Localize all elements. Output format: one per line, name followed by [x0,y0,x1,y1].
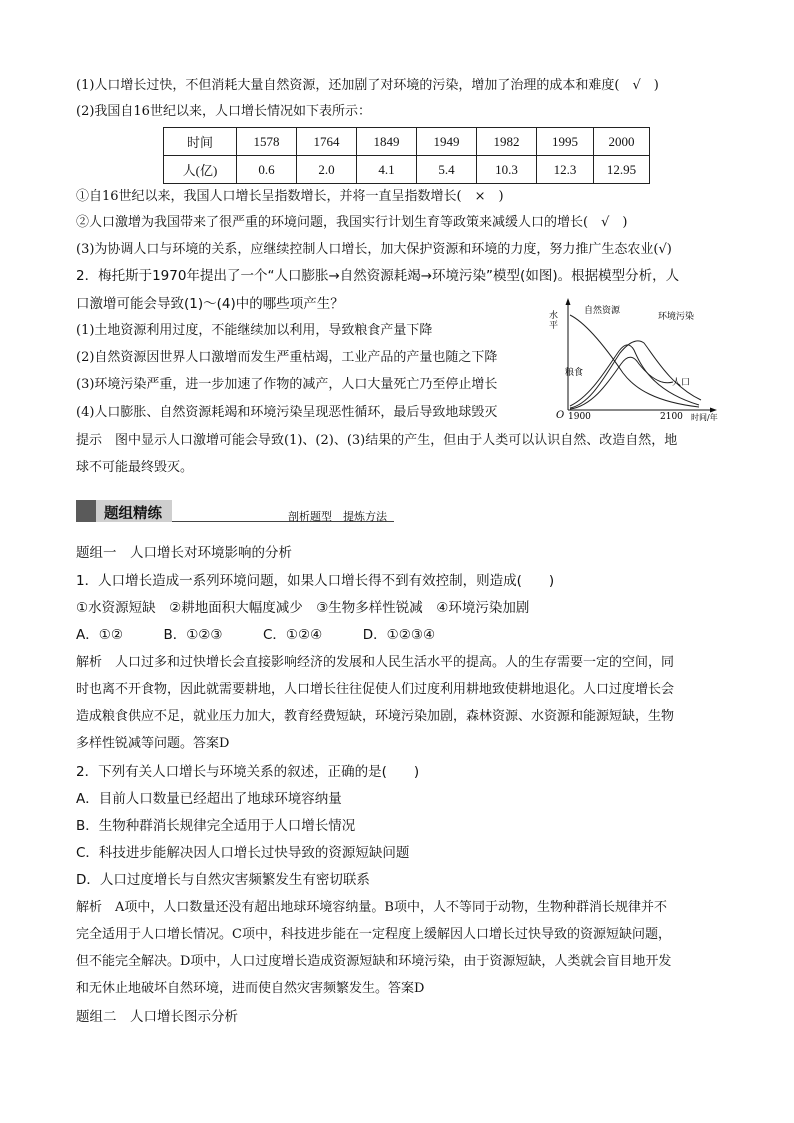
analysis-2-line-4: 和无休止地破坏自然环境，进而使自然灾害频繁发生。答案D [76,981,425,996]
analysis-1-line-4: 多样性锐减等问题。答案D [76,736,230,751]
table-cell: 4.1 [357,156,417,184]
origin-label: O [556,410,565,421]
item-1: (1)土地资源利用过度，不能继续加以利用，导致粮食产量下降 [76,323,433,338]
hint-line-2: 球不可能最终毁灭。 [76,460,194,475]
table-header-label: 时间 [164,128,237,156]
table-cell: 1982 [477,128,537,156]
metos-model-figure [541,296,741,424]
y-axis-arrow [566,298,571,305]
banner-subtitle: 剖析题型 提炼方法 [288,510,387,523]
item-3: (3)环境污染严重，进一步加速了作物的减产，人口大量死亡乃至停止增长 [76,377,498,392]
statement-5: (3)为协调人口与环境的关系，应继续控制人口增长，加大保护资源和环境的力度，努力推广生态农业(√) [76,242,672,257]
x-tick-label: 1900 [568,412,591,422]
table-cell: 12.95 [594,156,650,184]
question-1-choices: A．①② B．①②③ C．①②④ D．①②③④ [76,627,436,643]
x-axis-label: 时间/年 [691,413,718,422]
question-1-stem: 1．人口增长造成一系列环境问题，如果人口增长得不到有效控制，则造成( ) [76,573,555,589]
banner-square [76,500,96,522]
natural-resources-label: 自然资源 [584,306,621,316]
population-label: 人口 [672,378,691,388]
table-row [164,128,650,156]
banner-title: 题组精练 [104,506,162,522]
analysis-2-line-2: 完全适用于人口增长情况。C项中，科技进步能在一定程度上缓解因人口增长过快导致的资源短缺问题， [76,927,671,942]
y-axis-label-char: 水 [549,311,559,321]
analysis-1-line-1: 解析 人口过多和过快增长会直接影响经济的发展和人民生活水平的提高。人的生存需要一定的空间，同 [76,655,675,670]
analysis-2-line-1: 解析 A项中，人口数量还没有超出地球环境容纳量。B项中，人不等同于动物，生物种群消长规律并不 [76,900,667,915]
table-cell: 2.0 [297,156,357,184]
item-4: (4)人口膨胀、自然资源耗竭和环境污染呈现恶性循环，最后导致地球毁灭 [76,405,498,420]
statement-2: (2)我国自16世纪以来，人口增长情况如下表所示： [76,104,371,119]
table-cell: 0.6 [237,156,297,184]
group-2-heading: 题组二 人口增长图示分析 [76,1009,238,1025]
food-label: 粮食 [565,368,584,378]
table-cell: 1949 [417,128,477,156]
table-row-label: 人(亿) [164,156,237,184]
table-cell: 5.4 [417,156,477,184]
statement-1: (1)人口增长过快，不但消耗大量自然资源，还加剧了对环境的污染，增加了治理的成本和难度( √ ) [76,78,659,93]
x-tick-label: 2100 [660,412,683,422]
table-cell: 1995 [537,128,594,156]
table-row [164,156,650,184]
section-banner [76,500,394,526]
option-d: D．人口过度增长与自然灾害频繁发生有密切联系 [76,872,370,888]
y-axis-label-char: 平 [549,321,559,331]
table-cell: 1578 [237,128,297,156]
option-a: A．目前人口数量已经超出了地球环境容纳量 [76,791,342,807]
statement-4: ②人口激增为我国带来了很严重的环境问题，我国实行计划生育等政策来减缓人口的增长( √ ) [76,215,628,230]
statement-3: ①自16世纪以来，我国人口增长呈指数增长，并将一直呈指数增长( × ) [76,189,504,204]
question-2-line-2: 口激增可能会导致(1)～(4)中的哪些项产生？ [76,296,344,312]
table-cell: 10.3 [477,156,537,184]
table-cell: 1764 [297,128,357,156]
natural-resources-curve [570,315,699,407]
item-2: (2)自然资源因世界人口激增而发生严重枯竭，工业产品的产量也随之下降 [76,350,498,365]
table-cell: 1849 [357,128,417,156]
analysis-1-line-3: 造成粮食供应不足，就业压力加大，教育经费短缺，环境污染加剧，森林资源、水资源和能源短缺，生物 [76,709,675,724]
question-2b-stem: 2．下列有关人口增长与环境关系的叙述，正确的是( ) [76,764,420,780]
table-cell: 2000 [594,128,650,156]
question-1-options-list: ①水资源短缺 ②耕地面积大幅度减少 ③生物多样性锐减 ④环境污染加剧 [76,600,530,616]
x-axis-arrow [710,408,717,413]
group-1-heading: 题组一 人口增长对环境影响的分析 [76,545,292,561]
option-b: B．生物种群消长规律完全适用于人口增长情况 [76,818,356,834]
option-c: C．科技进步能解决因人口增长过快导致的资源短缺问题 [76,845,410,861]
table-cell: 12.3 [537,156,594,184]
population-table [163,127,650,184]
analysis-2-line-3: 但不能完全解决。D项中，人口过度增长造成资源短缺和环境污染，由于资源短缺，人类就会盲目地开发 [76,954,672,969]
analysis-1-line-2: 时也离不开食物，因此就需要耕地，人口增长往往促使人们过度利用耕地致使耕地退化。人口过度增长会 [76,682,675,697]
question-2-line-1: 2．梅托斯于1970年提出了一个“人口膨胀→自然资源耗竭→环境污染”模型(如图)。根据模型分析，人 [76,268,680,284]
hint-line-1: 提示 图中显示人口激增可能会导致(1)、(2)、(3)结果的产生，但由于人类可以认识自然、改造自然，地 [76,433,678,448]
pollution-label: 环境污染 [658,312,695,322]
